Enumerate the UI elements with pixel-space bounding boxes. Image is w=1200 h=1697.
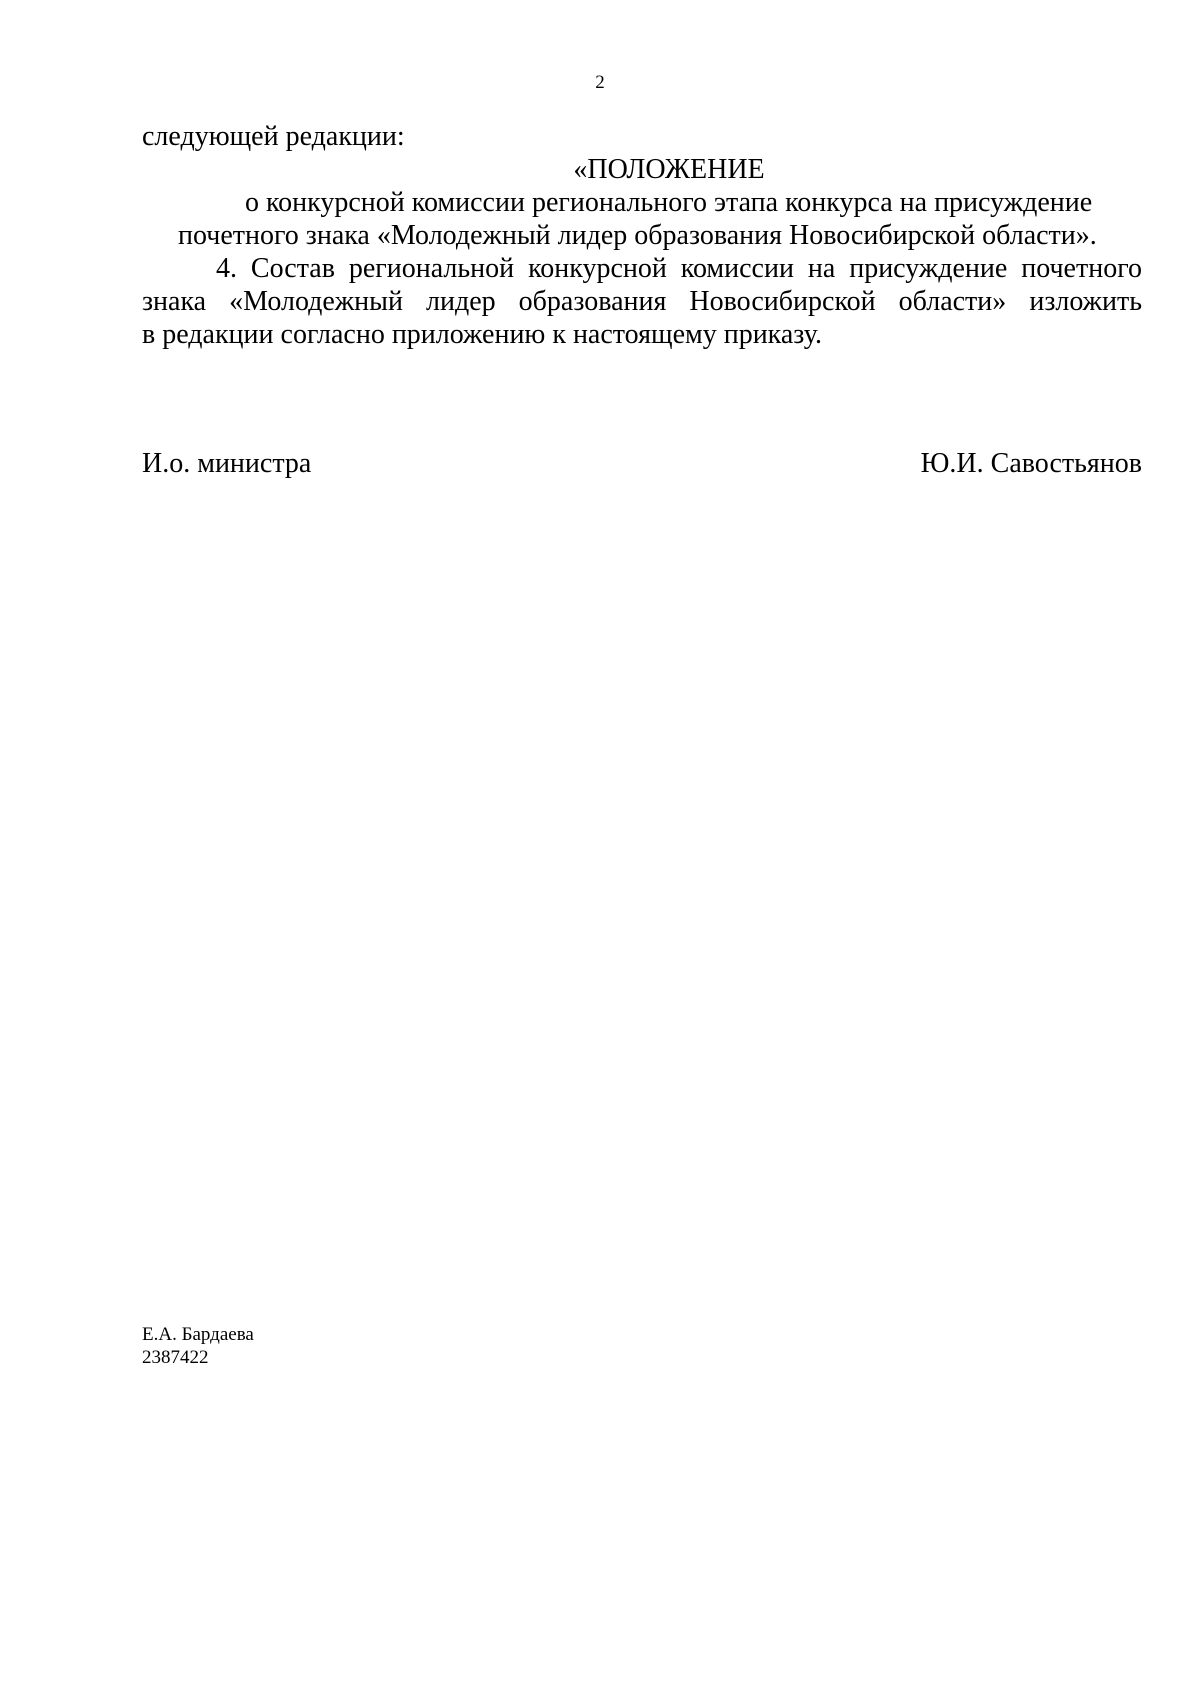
section-subheading-line-2: почетного знака «Молодежный лидер образования Новосибирской области». [178,220,1097,251]
paragraph-4-line-3: в редакции согласно приложению к настоящему приказу. [142,319,822,350]
page-number: 2 [595,72,605,93]
executor-block [142,1323,254,1369]
text-line-intro: следующей редакции: [142,121,405,152]
section-subheading-line-1: о конкурсной комиссии регионального этапа конкурса на присуждение [245,187,1093,218]
paragraph-4-line-2: знака «Молодежный лидер образования Новосибирской области» изложить [142,286,1142,317]
paragraph-4-line-1: 4. Состав региональной конкурсной комиссии на присуждение почетного [216,253,1142,284]
executor-phone: 2387422 [142,1347,209,1368]
section-heading: «ПОЛОЖЕНИЕ [573,154,765,185]
executor-name: Е.А. Бардаева [142,1324,254,1345]
signatory-name: Ю.И. Савостьянов [920,448,1142,479]
signatory-position: И.о. министра [142,448,312,479]
